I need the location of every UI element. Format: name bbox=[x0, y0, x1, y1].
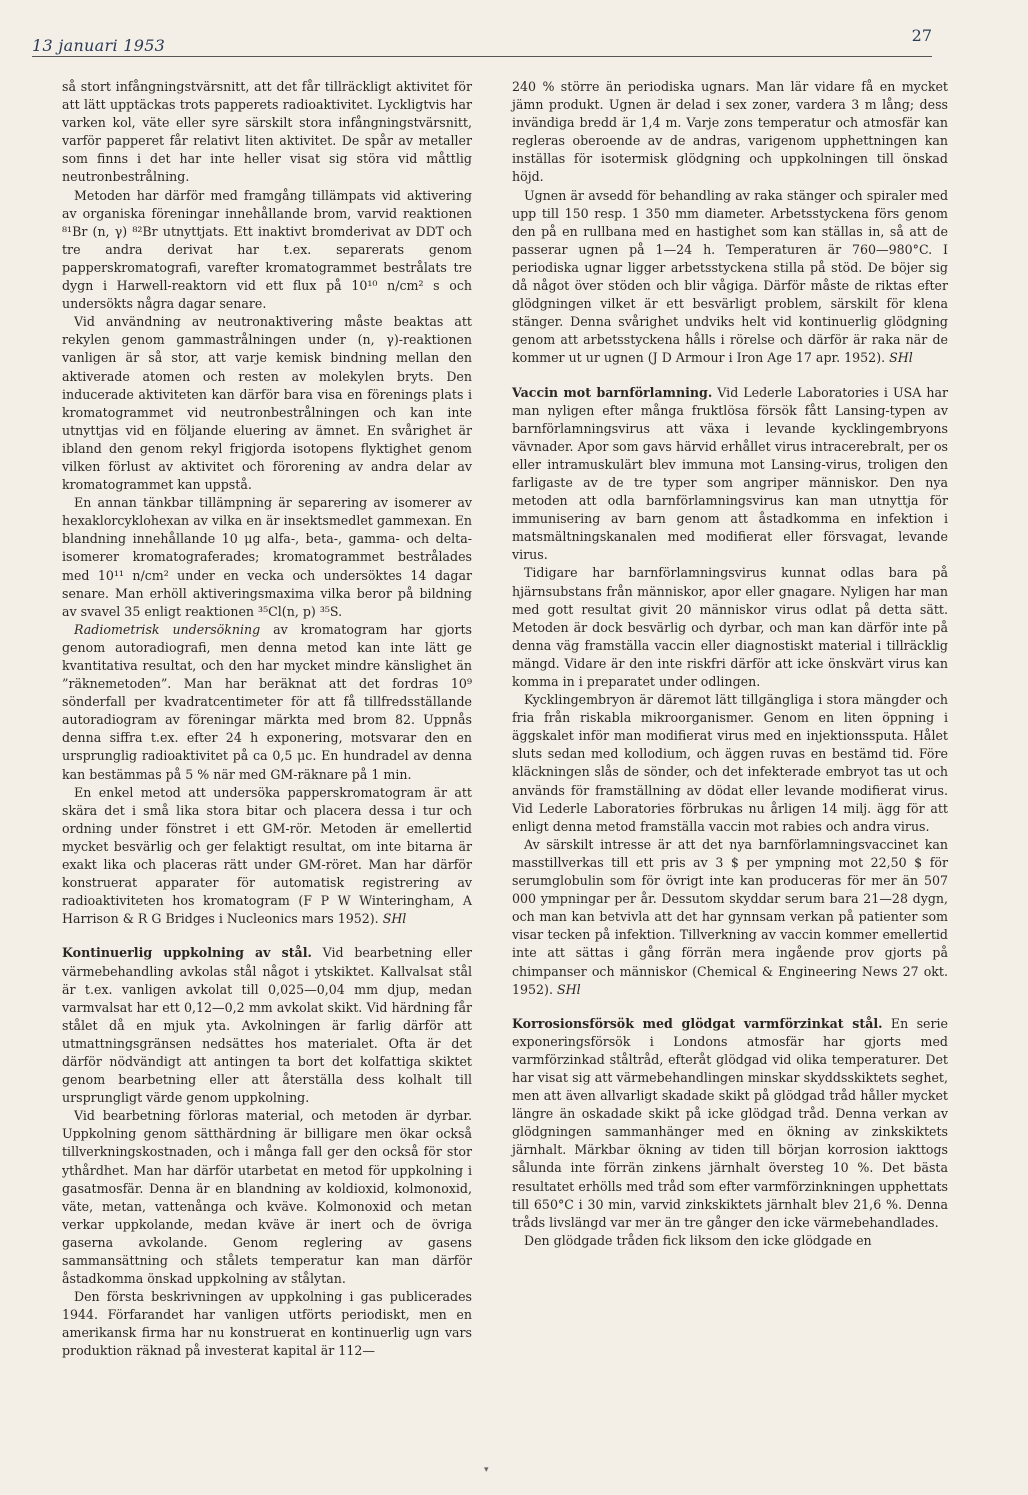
section-gap bbox=[512, 368, 948, 384]
author-signature: SHl bbox=[382, 911, 407, 927]
author-signature: SHl bbox=[889, 350, 913, 366]
paragraph-text: En serie exponeringsförsök i Londons atmosfär har gjorts med varmförzinkad ståltråd, efteråt glödgad vid olika temperaturer. Det har visat sig att värmebehandlingen minskar skyddsskiktets seghet, men att även allvarligt skadade skikt på glödgad tråd håller mycket längre än oskadade skikt på icke glödgad tråd. Denna verkan av glödgningen sammanhänger med en ökning av zinkskiktets järnhalt. Märkbar ökning av tiden till början korrosion iakttogs sålunda inte förrän zinkens järnhalt översteg 10 %. Det bästa resultatet erhölls med tråd som efter varmförzinkningen upphettats till 650°C i 30 min, varvid zinkskiktets järnhalt blev 21,6 %. Denna tråds livslängd var mer än tre gånger den icke värmebehandlades. bbox=[512, 1015, 948, 1230]
inline-lead: Radiometrisk undersökning bbox=[74, 621, 261, 637]
paragraph: Vid användning av neutronaktivering måste beaktas att rekylen genom gammastrålningen under (n, γ)-reaktionen vanligen är så stor, att varje kemisk bindning mellan den aktiverade atomen och resten av molekylen bryts. Den inducerade aktiviteten kan därför bara visa en förenings plats i kromatogrammet vid neutronbestrålningen och kan inte utnyttjas vid en följande eluering av ämnet. En svårighet är ibland den genom rekyl frigjorda isotopens flyktighet genom vilken förlust av aktivitet och förorening av andra delar av kromatogrammet kan uppstå. bbox=[62, 314, 472, 493]
paragraph: Den glödgade tråden fick liksom den icke glödgade en bbox=[524, 1232, 872, 1248]
page-number: 27 bbox=[911, 26, 932, 45]
left-column bbox=[62, 78, 472, 1361]
header-rule bbox=[32, 56, 932, 57]
paragraph: 240 % större än periodiska ugnars. Man lär vidare få en mycket jämn produkt. Ugnen är delad i sex zoner, vardera 3 m lång; dess invändiga bredd är 1,4 m. Varje zons temperatur och atmosfär kan regleras oberoende av de andras, varigenom upphettningen kan inställas för isotermisk glödgning och uppkolningen till önskad höjd. bbox=[512, 79, 948, 185]
paragraph-text: av kromatogram har gjorts genom autoradiografi, men denna metod kan inte lätt ge kvantitativa resultat, och den har mycket mindre känslighet än ”räknemetoden”. Man har beräknat att det fordras 10⁹ sönderfall per kvadratcentimeter för att få tillfredsställande autoradiogram av föreningar märkta med brom 82. Uppnås denna siffra t.ex. efter 24 h exponering, motsvarar den en ursprunglig radioaktivitet på ca 0,5 μc. En hundradel av denna kan bestämmas på 5 % när med GM-räknare på 1 min. bbox=[62, 621, 473, 782]
right-column bbox=[512, 78, 948, 1250]
paragraph bbox=[62, 944, 472, 1107]
paragraph-text: Vid Lederle Laboratories i USA har man nyligen efter många fruktlösa försök fått Lansing-typen av barnförlamningsvirus att växa i levande kycklingembryons vävnader. Apor som gavs härvid erhållet virus intracerebralt, per os eller intramuskulärt blev immuna mot Lansing-virus, troligen den farligaste av de tre typer som angriper människor. Den nya metoden att odla barnförlamningsvirus kan man utnyttja för immunisering av barn genom att åstadkomma en infektion i matsmältningskanalen med modifierat eller försvagat, levande virus. bbox=[512, 384, 948, 563]
paragraph: Kycklingembryon är däremot lätt tillgängliga i stora mängder och fria från riskabla mikroorganismer. Genom en liten öppning i äggskalet inför man modifierat virus med en injektionssputa. Hålet sluts sedan med kollodium, och äggen ruvas en bestämd tid. Före kläckningen slås de sönder, och det infekterade embryot tas ut och används för framställning av dödat eller levande modifierat virus. Vid Lederle Laboratories förbrukas nu årligen 14 milj. ägg för att enligt denna metod framställa vaccin mot rabies och andra virus. bbox=[512, 692, 948, 834]
author-signature: SHl bbox=[556, 981, 581, 997]
paragraph-text: Vid bearbetning eller värmebehandling avkolas stål något i ytskiktet. Kallvalsat stål är t.ex. vanligen avkolat till 0,025—0,04 mm djup, medan varmvalsat har ett 0,12—0,2 mm avkolat skikt. Vid härdning får stålet då en mjuk yta. Avkolningen är farlig därför att utmattningsgränsen nedsättes hos materialet. Ofta är det därför nödvändigt att antingen ta bort det kolfattiga skiktet genom bearbetning eller att återställa dess kolhalt till ursprungligt värde genom uppkolning. bbox=[62, 945, 472, 1106]
paragraph-text: En enkel metod att undersöka papperskromatogram är att skära det i små lika stora bitar och placera dessa i tur och ordning under fönstret i ett GM-rör. Metoden är emellertid mycket besvärlig och ger felaktigt resultat, om inte bitarna är exakt lika och placeras rätt under GM-röret. Man har därför konstruerat apparater för automatisk registrering av radioaktiviteten hos kromatogram (F P W Winteringham, A Harrison & R G Bridges i Nucleonics mars 1952). bbox=[62, 784, 472, 927]
paragraph: Den första beskrivningen av uppkolning i gas publicerades 1944. Förfarandet har vanligen utförts periodiskt, men en amerikansk firma har nu konstruerat en kontinuerlig ugn vars produktion räknad på investerat kapital är 112— bbox=[62, 1289, 472, 1359]
header-date: 13 januari 1953 bbox=[32, 36, 166, 55]
paragraph: Metoden har därför med framgång tillämpats vid aktivering av organiska föreningar innehållande brom, varvid reaktionen ⁸¹Br (n, γ) ⁸²Br utnyttjats. Ett inaktivt bromderivat av DDT och tre andra derivat har t.ex. separerats genom papperskromatografi, varefter kromatogrammet bestrålats tre dygn i Harwell-reaktorn vid ett flux på 10¹⁰ n/cm² s och undersökts några dagar senare. bbox=[62, 187, 472, 312]
section-heading: Korrosionsförsök med glödgat varmförzinkat stål. bbox=[512, 1015, 883, 1031]
section-heading: Kontinuerlig uppkolning av stål. bbox=[62, 945, 312, 961]
paragraph bbox=[512, 836, 948, 999]
footer-ornament-icon: ▾ bbox=[484, 1465, 489, 1475]
paragraph: Tidigare har barnförlamningsvirus kunnat odlas bara på hjärnsubstans från människor, apor eller gnagare. Nyligen har man med gott resultat givit 20 människor virus odlat på detta sätt. Metoden är dock besvärlig och dyrbar, och man kan därför inte på denna väg framställa vaccin eller diagnostiskt material i tillräcklig mängd. Vidare är den inte riskfri därför att icke önskvärt virus kan komma in i preparatet under odlingen. bbox=[512, 565, 948, 689]
section-gap bbox=[512, 999, 948, 1015]
paragraph bbox=[62, 621, 472, 784]
paragraph: Vid bearbetning förloras material, och metoden är dyrbar. Uppkolning genom sätthärdning är billigare men ökar också tillverkningskostnaden, och i många fall ger den också för stor ythårdhet. Man har därför utarbetat en metod för uppkolning i gasatmosfär. Denna är en blandning av koldioxid, kolmonoxid, väte, metan, vattenånga och kväve. Kolmonoxid och metan verkar uppkolande, medan kväve är inert och de övriga gaserna avkolande. Genom reglering av gasens sammansättning och stålets temperatur kan man därför åstadkomma önskad uppkolning av stålytan. bbox=[62, 1108, 472, 1287]
paragraph-text: Ugnen är avsedd för behandling av raka stänger och spiraler med upp till 150 resp. 1 350 mm diameter. Arbetsstyckena förs genom den på en rullbana med en hastighet som kan ställas in, så att de passerar ugnen på 1—24 h. Temperaturen är 760—980°C. I periodiska ugnar ligger arbetsstyckena stilla på stöd. De böjer sig då något över stöden och blir vågiga. Därför måste de riktas efter glödgningen vilket är ett besvärligt problem, särskilt för klena stänger. Denna svårighet undviks helt vid kontinuerlig glödgning genom att arbetsstyckena hålls i rörelse och därför är raka när de kommer ut ur ugnen (J D Armour i Iron Age 17 apr. 1952). bbox=[512, 187, 948, 366]
paragraph bbox=[512, 187, 948, 368]
paragraph bbox=[512, 384, 948, 565]
paragraph: En annan tänkbar tillämpning är separering av isomerer av hexaklorcyklohexan av vilka en är insektsmedlet gammexan. En blandning innehållande 10 μg alfa-, beta-, gamma- och delta-isomerer kromatograferades; kromatogrammet bestrålades med 10¹¹ n/cm² under en vecka och undersöktes 14 dagar senare. Man erhöll aktiveringsmaxima vilka beror på bildning av svavel 35 enligt reaktionen ³⁵Cl(n, p) ³⁵S. bbox=[62, 495, 472, 619]
paragraph bbox=[62, 784, 472, 929]
section-gap bbox=[62, 928, 472, 944]
paragraph bbox=[512, 1015, 948, 1232]
section-heading: Vaccin mot barnförlamning. bbox=[512, 384, 713, 400]
paragraph-text: Av särskilt intresse är att det nya barnförlamningsvaccinet kan masstillverkas till ett pris av 3 $ per ympning mot 22,50 $ för serumglobulin som för övrigt inte kan produceras för mer än 507 000 ympningar per år. Dessutom skyddar serum bara 21—28 dygn, och man kan betvivla att det har gynnsam verkan på patienter som visar tecken på infektion. Tillverkning av vaccin kommer emellertid inte att sättas i gång förrän mera ingående prov gjorts på chimpanser och människor (Chemical & Engineering News 27 okt. 1952). bbox=[512, 836, 948, 997]
paragraph: så stort infångningstvärsnitt, att det får tillräckligt aktivitet för att lätt upptäckas trots papperets radioaktivitet. Lyckligtvis har varken kol, väte eller syre särskilt stora infångningstvärsnitt, varför papperet får relativt liten aktivitet. De spår av metaller som finns i det har inte heller visat sig störa vid måttlig neutronbestrålning. bbox=[62, 79, 472, 185]
